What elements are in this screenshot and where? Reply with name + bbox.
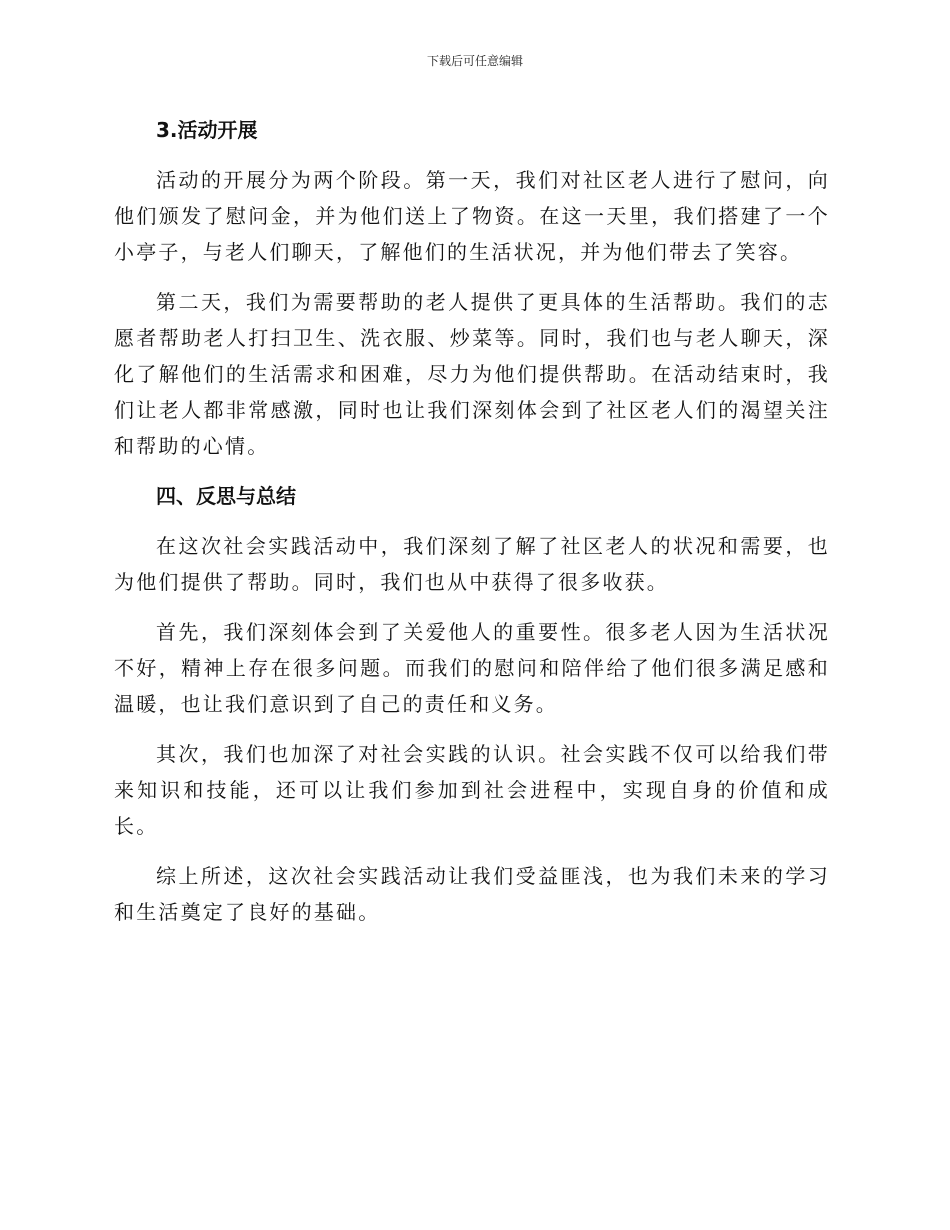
section-heading-reflection: 四、反思与总结 xyxy=(156,484,296,508)
paragraph: 活动的开展分为两个阶段。第一天，我们对社区老人进行了慰问，向他们颁发了慰问金，并为他们送上了物资。在这一天里，我们搭建了一个小亭子，与老人们聊天，了解他们的生活状况，并为他们带去了笑容。 xyxy=(114,168,830,264)
paragraph: 首先，我们深刻体会到了关爱他人的重要性。很多老人因为生活状况不好，精神上存在很多问题。而我们的慰问和陪伴给了他们很多满足感和温暖，也让我们意识到了自己的责任和义务。 xyxy=(114,620,830,716)
document-body xyxy=(114,112,830,930)
page-header: 下载后可任意编辑 xyxy=(426,54,523,68)
paragraph: 其次，我们也加深了对社会实践的认识。社会实践不仅可以给我们带来知识和技能，还可以让我们参加到社会进程中，实现自身的价值和成长。 xyxy=(114,742,830,838)
paragraph: 第二天，我们为需要帮助的老人提供了更具体的生活帮助。我们的志愿者帮助老人打扫卫生、洗衣服、炒菜等。同时，我们也与老人聊天，深化了解他们的生活需求和困难，尽力为他们提供帮助。在活动结束时，我们让老人都非常感激，同时也让我们深刻体会到了社区老人们的渴望关注和帮助的心情。 xyxy=(114,290,830,458)
paragraph: 综上所述，这次社会实践活动让我们受益匪浅，也为我们未来的学习和生活奠定了良好的基础。 xyxy=(114,864,830,924)
section-heading-activity: 3.活动开展 xyxy=(156,118,258,142)
paragraph: 在这次社会实践活动中，我们深刻了解了社区老人的状况和需要，也为他们提供了帮助。同时，我们也从中获得了很多收获。 xyxy=(114,534,830,594)
